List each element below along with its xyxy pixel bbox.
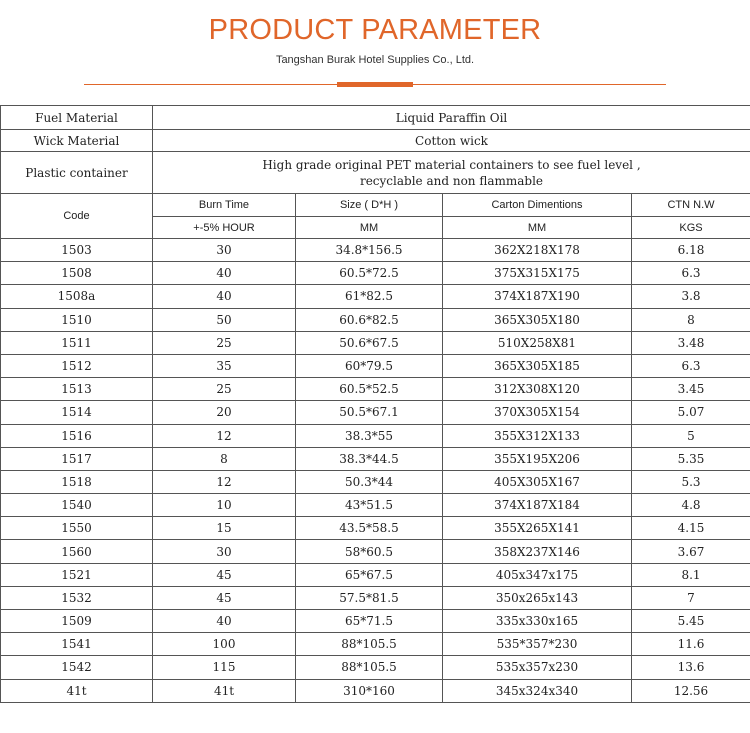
company-name: Tangshan Burak Hotel Supplies Co., Ltd. [275, 54, 475, 66]
code-cell: 1511 [1, 331, 153, 354]
table-row [1, 610, 750, 633]
carton-cell: 374X187X190 [443, 285, 632, 308]
code-cell: 1532 [1, 586, 153, 609]
size-cell: 310*160 [296, 679, 443, 702]
code-header: Code [1, 194, 153, 239]
size-cell: 50.6*67.5 [296, 331, 443, 354]
carton-cell: 312X308X120 [443, 378, 632, 401]
info-value: Liquid Paraffin Oil [153, 106, 750, 130]
burn-time-cell: 12 [153, 424, 296, 447]
code-cell: 1514 [1, 401, 153, 424]
size-cell: 58*60.5 [296, 540, 443, 563]
size-cell: 43.5*58.5 [296, 517, 443, 540]
carton-cell: 535*357*230 [443, 633, 632, 656]
size-cell: 65*67.5 [296, 563, 443, 586]
info-value-line: High grade original PET material containers to see fuel level , [262, 157, 641, 172]
ctn-nw-cell: 4.8 [632, 494, 750, 517]
burn-time-cell: 35 [153, 354, 296, 377]
size-cell: 88*105.5 [296, 633, 443, 656]
burn-time-cell: 10 [153, 494, 296, 517]
ctn-nw-cell: 13.6 [632, 656, 750, 679]
info-value [153, 152, 750, 194]
burn-time-cell: 45 [153, 563, 296, 586]
code-cell: 1521 [1, 563, 153, 586]
table-row [1, 354, 750, 377]
carton-cell: 345x324x340 [443, 679, 632, 702]
info-label: Fuel Material [1, 106, 153, 130]
carton-cell: 350x265x143 [443, 586, 632, 609]
carton-unit: MM [443, 217, 632, 239]
size-cell: 43*51.5 [296, 494, 443, 517]
table-row [1, 563, 750, 586]
table-row [1, 308, 750, 331]
burn-time-cell: 40 [153, 610, 296, 633]
burn-time-cell: 100 [153, 633, 296, 656]
size-cell: 50.5*67.1 [296, 401, 443, 424]
burn-time-cell: 50 [153, 308, 296, 331]
code-cell: 1542 [1, 656, 153, 679]
code-cell: 1508 [1, 262, 153, 285]
page-title: PRODUCT PARAMETER [208, 14, 542, 46]
table-row [1, 517, 750, 540]
burn-time-cell: 40 [153, 285, 296, 308]
size-cell: 60.5*72.5 [296, 262, 443, 285]
table-row [1, 586, 750, 609]
size-cell: 38.3*55 [296, 424, 443, 447]
ctn-nw-cell: 8.1 [632, 563, 750, 586]
ctn-nw-cell: 6.18 [632, 239, 750, 262]
burn-time-unit: +-5% HOUR [153, 217, 296, 239]
title-accent-bar [337, 82, 413, 87]
code-cell: 1509 [1, 610, 153, 633]
table-row [1, 447, 750, 470]
info-value-line: recyclable and non flammable [359, 173, 544, 188]
table-row [1, 656, 750, 679]
code-cell: 1503 [1, 239, 153, 262]
ctn-nw-cell: 3.48 [632, 331, 750, 354]
ctn-nw-cell: 3.8 [632, 285, 750, 308]
table-row [1, 378, 750, 401]
size-cell: 34.8*156.5 [296, 239, 443, 262]
code-cell: 1508a [1, 285, 153, 308]
ctn-header: CTN N.W [632, 194, 750, 217]
ctn-nw-cell: 3.45 [632, 378, 750, 401]
carton-cell: 355X312X133 [443, 424, 632, 447]
size-cell: 88*105.5 [296, 656, 443, 679]
ctn-nw-cell: 5.07 [632, 401, 750, 424]
code-cell: 1540 [1, 494, 153, 517]
carton-cell: 355X195X206 [443, 447, 632, 470]
size-cell: 61*82.5 [296, 285, 443, 308]
ctn-nw-cell: 12.56 [632, 679, 750, 702]
table-row [1, 494, 750, 517]
size-cell: 38.3*44.5 [296, 447, 443, 470]
burn-time-cell: 20 [153, 401, 296, 424]
table-row [1, 540, 750, 563]
carton-header: Carton Dimentions [443, 194, 632, 217]
table-row [1, 239, 750, 262]
burn-time-cell: 25 [153, 378, 296, 401]
carton-cell: 365X305X185 [443, 354, 632, 377]
ctn-nw-cell: 11.6 [632, 633, 750, 656]
code-cell: 1512 [1, 354, 153, 377]
burn-time-header: Burn Time [153, 194, 296, 217]
info-label: Plastic container [1, 152, 153, 194]
code-cell: 1518 [1, 470, 153, 493]
size-cell: 50.3*44 [296, 470, 443, 493]
burn-time-cell: 41t [153, 679, 296, 702]
info-row-container [1, 152, 750, 194]
ctn-nw-cell: 7 [632, 586, 750, 609]
carton-cell: 365X305X180 [443, 308, 632, 331]
table-row [1, 262, 750, 285]
size-cell: 60.5*52.5 [296, 378, 443, 401]
code-cell: 1550 [1, 517, 153, 540]
info-label: Wick Material [1, 130, 153, 152]
table-row [1, 679, 750, 702]
carton-cell: 335x330x165 [443, 610, 632, 633]
product-rows [1, 239, 750, 703]
size-cell: 65*71.5 [296, 610, 443, 633]
code-cell: 1513 [1, 378, 153, 401]
carton-cell: 405x347x175 [443, 563, 632, 586]
ctn-nw-cell: 8 [632, 308, 750, 331]
code-cell: 1517 [1, 447, 153, 470]
burn-time-cell: 25 [153, 331, 296, 354]
burn-time-cell: 12 [153, 470, 296, 493]
carton-cell: 374X187X184 [443, 494, 632, 517]
carton-cell: 358X237X146 [443, 540, 632, 563]
size-cell: 60.6*82.5 [296, 308, 443, 331]
ctn-nw-cell: 3.67 [632, 540, 750, 563]
carton-cell: 535x357x230 [443, 656, 632, 679]
burn-time-cell: 15 [153, 517, 296, 540]
table-row [1, 633, 750, 656]
code-cell: 1560 [1, 540, 153, 563]
ctn-nw-cell: 5.35 [632, 447, 750, 470]
size-unit: MM [296, 217, 443, 239]
code-cell: 1541 [1, 633, 153, 656]
burn-time-cell: 30 [153, 239, 296, 262]
carton-cell: 510X258X81 [443, 331, 632, 354]
code-cell: 1510 [1, 308, 153, 331]
burn-time-cell: 8 [153, 447, 296, 470]
table-row [1, 470, 750, 493]
carton-cell: 355X265X141 [443, 517, 632, 540]
info-row-wick [1, 130, 750, 152]
size-cell: 57.5*81.5 [296, 586, 443, 609]
burn-time-cell: 30 [153, 540, 296, 563]
column-header-row [1, 194, 750, 217]
product-parameter-table [0, 105, 750, 703]
carton-cell: 370X305X154 [443, 401, 632, 424]
burn-time-cell: 40 [153, 262, 296, 285]
table-row [1, 424, 750, 447]
carton-cell: 362X218X178 [443, 239, 632, 262]
ctn-nw-cell: 6.3 [632, 262, 750, 285]
size-header: Size ( D*H ) [296, 194, 443, 217]
info-row-fuel [1, 106, 750, 130]
table-row [1, 401, 750, 424]
ctn-nw-cell: 5.45 [632, 610, 750, 633]
carton-cell: 405X305X167 [443, 470, 632, 493]
ctn-nw-cell: 5 [632, 424, 750, 447]
burn-time-cell: 115 [153, 656, 296, 679]
ctn-nw-cell: 6.3 [632, 354, 750, 377]
burn-time-cell: 45 [153, 586, 296, 609]
carton-cell: 375X315X175 [443, 262, 632, 285]
table-row [1, 285, 750, 308]
table-row [1, 331, 750, 354]
code-cell: 41t [1, 679, 153, 702]
code-cell: 1516 [1, 424, 153, 447]
info-value: Cotton wick [153, 130, 750, 152]
ctn-nw-cell: 4.15 [632, 517, 750, 540]
ctn-unit: KGS [632, 217, 750, 239]
size-cell: 60*79.5 [296, 354, 443, 377]
ctn-nw-cell: 5.3 [632, 470, 750, 493]
